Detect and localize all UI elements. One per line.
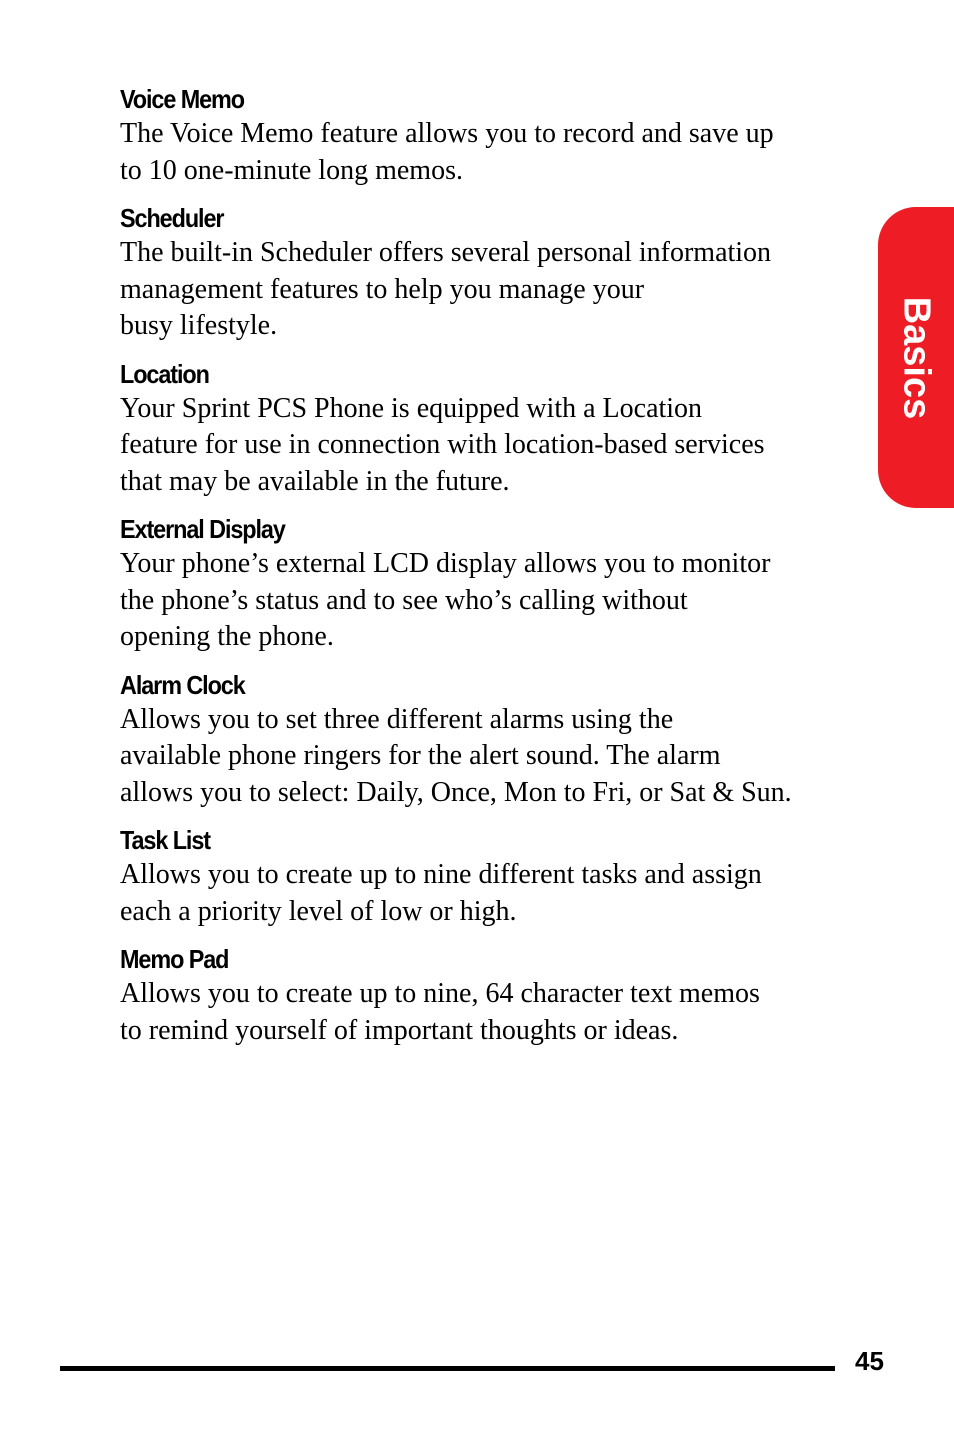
page-content	[120, 82, 860, 1061]
section-body: The Voice Memo feature allows you to record and save up to 10 one-minute long memos.	[120, 118, 774, 186]
section-heading: Task List	[120, 825, 210, 855]
section-location	[120, 357, 860, 501]
chapter-tab-label: Basics	[895, 296, 938, 419]
page-number: 45	[855, 1346, 884, 1376]
section-alarm-clock	[120, 668, 860, 812]
section-memo-pad	[120, 942, 860, 1049]
section-heading: Scheduler	[120, 203, 224, 233]
section-heading: Memo Pad	[120, 944, 229, 974]
section-body: Your phone’s external LCD display allows you to monitor the phone’s status and to see who’s calling without opening the phone.	[120, 548, 771, 652]
section-heading: Voice Memo	[120, 84, 245, 114]
section-task-list	[120, 823, 860, 930]
section-body: Allows you to create up to nine, 64 character text memos to remind yourself of important thoughts or ideas.	[120, 978, 760, 1046]
section-heading: Location	[120, 358, 209, 389]
section-scheduler	[120, 201, 860, 345]
section-body: Allows you to set three different alarms using the available phone ringers for the alert sound. The alarm allows you to select: Daily, Once, Mon to Fri, or Sat & Sun.	[120, 703, 792, 808]
section-body: Allows you to create up to nine different tasks and assign each a priority level of low or high.	[120, 859, 762, 927]
section-body: Your Sprint PCS Phone is equipped with a Location feature for use in connection with location-based services that may be available in the future.	[120, 392, 765, 497]
footer-divider	[60, 1366, 835, 1371]
section-heading: External Display	[120, 514, 285, 544]
section-heading: Alarm Clock	[120, 669, 245, 700]
section-external-display	[120, 512, 860, 656]
section-body: The built-in Scheduler offers several personal information management features to help you manage your busy lifestyle.	[120, 237, 772, 341]
section-voice-memo	[120, 82, 860, 189]
chapter-tab	[878, 207, 954, 508]
